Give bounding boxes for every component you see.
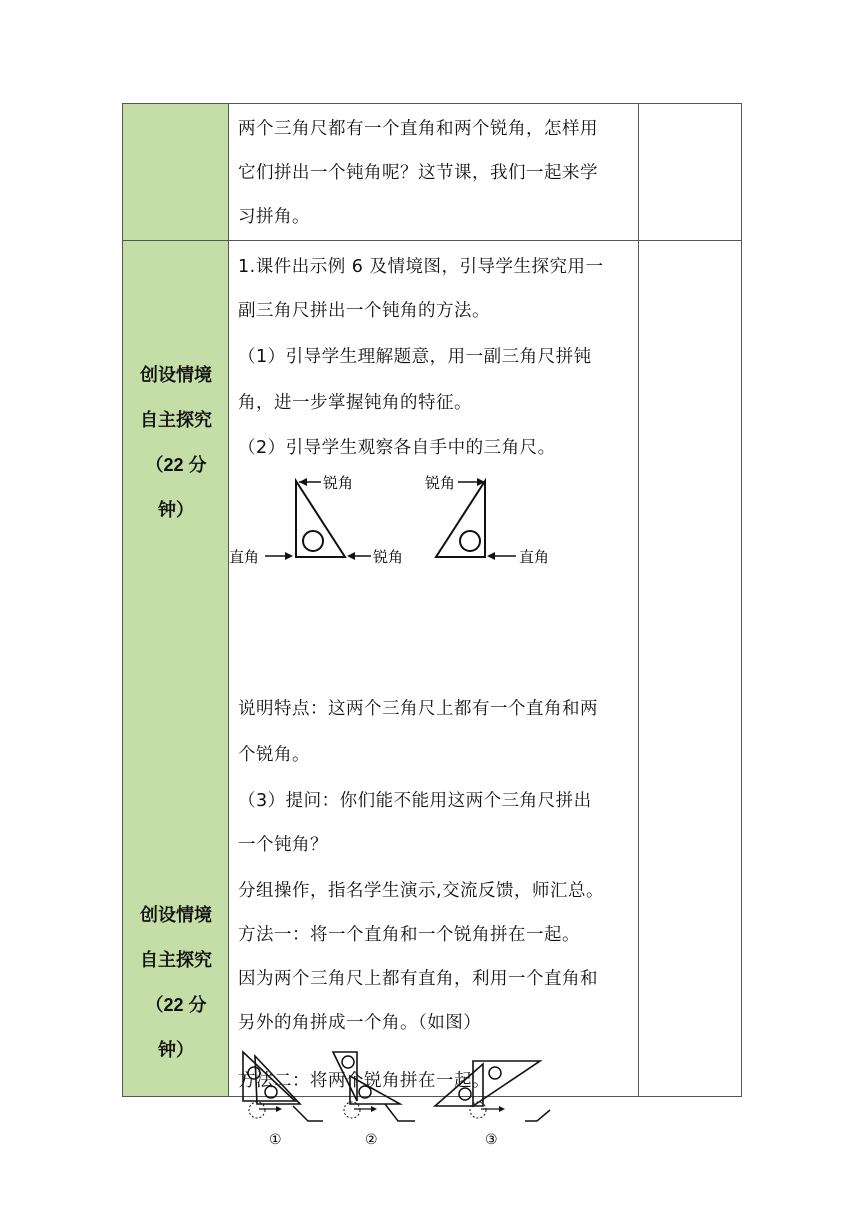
content-line: （1）引导学生理解题意，用一副三角尺拼钝 [238,347,592,367]
label-acute-angle: 锐角 [323,474,354,492]
content-line: 分组操作，指名学生演示,交流反馈，师汇总。 [238,881,605,901]
lesson-table [122,103,742,1148]
content-line: 一个钝角？ [238,835,328,855]
content-line: 1.课件出示例 6 及情境图，引导学生探究用一 [238,257,604,277]
stage-label-1 [123,353,229,533]
content-line: 方法二：将两个锐角拼在一起。 [238,1071,490,1091]
figure-number-2: ② [365,1132,378,1148]
content-line: 方法一：将一个直角和一个锐角拼在一起。 [238,925,580,945]
figure-number-3: ③ [485,1132,498,1148]
content-line: 角，进一步掌握钝角的特征。 [238,393,472,413]
content-line: 个锐角。 [238,745,310,765]
stage-label-line: （22 分 [145,455,207,475]
figure-number-1: ① [269,1132,282,1148]
label-right-angle: 直角 [229,548,260,566]
ruler-hole [460,531,480,551]
table-row-intro [123,104,741,241]
intro-line-1: 两个三角尺都有一个直角和两个锐角，怎样用 [238,119,598,139]
notes-cell [639,104,741,240]
content-line: （3）提问：你们能不能用这两个三角尺拼出 [238,791,592,811]
content-line: 说明特点：这两个三角尺上都有一个直角和两 [238,699,598,719]
stage-label-line: 自主探究 [140,950,212,970]
label-acute-angle: 锐角 [373,548,404,566]
triangle-rulers-figure [229,471,643,581]
stage-label-line: 创设情境 [140,905,212,925]
intro-line-3: 习拼角。 [238,207,310,227]
content-line: 副三角尺拼出一个钝角的方法。 [238,301,490,321]
stage-label-2 [123,893,229,1073]
content-line: 因为两个三角尺上都有直角，利用一个直角和 [238,969,598,989]
table-row-explore [123,241,741,1148]
content-line: 另外的角拼成一个角。（如图） [238,1013,482,1033]
stage-label-line: 创设情境 [140,365,212,385]
label-right-angle: 直角 [519,548,550,566]
stage-label-line: 钟） [158,1040,194,1060]
content-line: （2）引导学生观察各自手中的三角尺。 [238,438,556,458]
stage-label-line: 钟） [158,500,194,520]
notes-cell [639,241,741,1096]
ruler-hole [303,531,323,551]
combined-angles-figure [235,1046,645,1156]
intro-line-2: 它们拼出一个钝角呢？这节课，我们一起来学 [238,163,598,183]
label-acute-angle: 锐角 [425,474,456,492]
stage-label-line: 自主探究 [140,410,212,430]
stage-cell [123,104,229,240]
stage-label-line: （22 分 [145,995,207,1015]
